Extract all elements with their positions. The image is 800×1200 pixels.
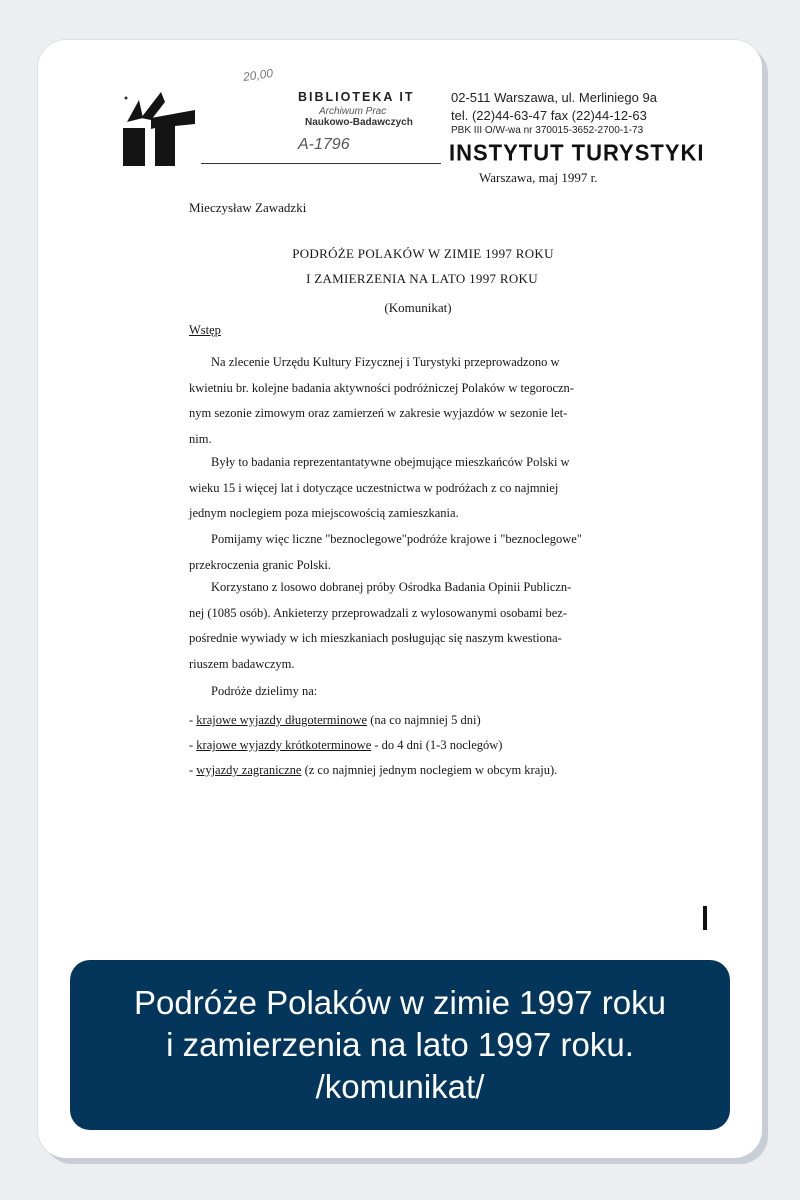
library-stamp-title: BIBLIOTEKA IT <box>298 90 415 104</box>
paragraph-2 <box>189 450 659 527</box>
author-name: Mieczysław Zawadzki <box>189 200 307 215</box>
scanned-document <box>93 66 707 930</box>
dateline: Warszawa, maj 1997 r. <box>479 170 598 185</box>
travel-type-list <box>189 708 557 783</box>
scan-edge-mark <box>703 906 707 930</box>
text-line: pośrednie wywiady w ich mieszkaniach posługując się naszym kwestiona- <box>189 631 562 646</box>
phone-fax-line: tel. (22)44-63-47 fax (22)44-12-63 <box>451 108 647 123</box>
text-line: kwietniu br. kolejne badania aktywności podróżniczej Polaków w tegoroczn- <box>189 380 574 395</box>
paragraph-1 <box>189 350 659 453</box>
text-line: jednym noclegiem poza miejscowością zamieszkania. <box>189 506 459 521</box>
text-line: Pomijamy więc liczne "beznoclegowe"podróże krajowe i "beznoclegowe" <box>211 532 582 546</box>
list-item-term: wyjazdy zagraniczne <box>196 763 302 777</box>
caption-line: Podróże Polaków w zimie 1997 roku <box>134 984 666 1021</box>
letterhead-rule <box>201 163 441 164</box>
list-dash: - <box>189 763 197 777</box>
list-item-term: krajowe wyjazdy długoterminowe <box>196 713 368 727</box>
section-heading: Wstęp <box>189 323 221 337</box>
list-item <box>189 733 557 758</box>
paragraph-4 <box>189 575 659 678</box>
text-line: przekroczenia granic Polski. <box>189 557 331 572</box>
bank-account-line: PBK III O/W-wa nr 370015-3652-2700-1-73 <box>451 125 644 136</box>
list-item-term: krajowe wyjazdy krótkoterminowe <box>196 738 372 752</box>
list-item-detail: (z co najmniej jednym noclegiem w obcym kraju). <box>301 763 558 777</box>
document-page <box>93 66 707 930</box>
institute-logo-icon <box>121 88 197 168</box>
text-line: wieku 15 i więcej lat i dotyczące uczestnictwa w podróżach z co najmniej <box>189 480 559 495</box>
text-line: nym sezonie zimowym oraz zamierzeń w zakresie wyjazdów w sezonie let- <box>189 406 568 421</box>
list-item <box>189 708 557 733</box>
caption-line: /komunikat/ <box>315 1068 485 1105</box>
document-title-line1: PODRÓŻE POLAKÓW W ZIMIE 1997 ROKU <box>292 246 554 261</box>
caption-banner <box>70 960 730 1130</box>
institute-name: INSTYTUT TURYSTYKI <box>449 139 705 166</box>
list-heading: Podróże dzielimy na: <box>211 684 318 698</box>
caption-line: i zamierzenia na lato 1997 roku. <box>166 1026 634 1063</box>
list-item-detail: (na co najmniej 5 dni) <box>367 713 481 727</box>
document-title-line2: I ZAMIERZENIA NA LATO 1997 ROKU <box>306 271 538 286</box>
list-dash: - <box>189 738 197 752</box>
list-dash: - <box>189 713 197 727</box>
list-item-detail: - do 4 dni (1-3 noclegów) <box>371 738 503 752</box>
paragraph-3 <box>189 527 659 578</box>
handwritten-code: A-1796 <box>298 136 350 153</box>
text-line: Korzystano z losowo dobranej próby Ośrodka Badania Opinii Publiczn- <box>211 580 572 594</box>
pencil-number: 20,00 <box>242 66 274 85</box>
text-line: riuszem badawczym. <box>189 657 295 672</box>
text-line: Były to badania reprezentantatywne obejmujące mieszkańców Polski w <box>211 455 570 469</box>
library-stamp-subtitle: Archiwum Prac <box>319 106 387 117</box>
list-item <box>189 758 557 783</box>
text-line: nej (1085 osób). Ankieterzy przeprowadzali z wylosowanymi osobami bez- <box>189 605 568 620</box>
text-line: nim. <box>189 432 212 447</box>
address-line: 02-511 Warszawa, ul. Merliniego 9a <box>451 90 657 105</box>
document-type: (Komunikat) <box>384 300 452 315</box>
library-stamp-subtitle-2: Naukowo-Badawczych <box>305 117 413 128</box>
text-line: Na zlecenie Urzędu Kultury Fizycznej i Turystyki przeprowadzono w <box>211 355 560 369</box>
